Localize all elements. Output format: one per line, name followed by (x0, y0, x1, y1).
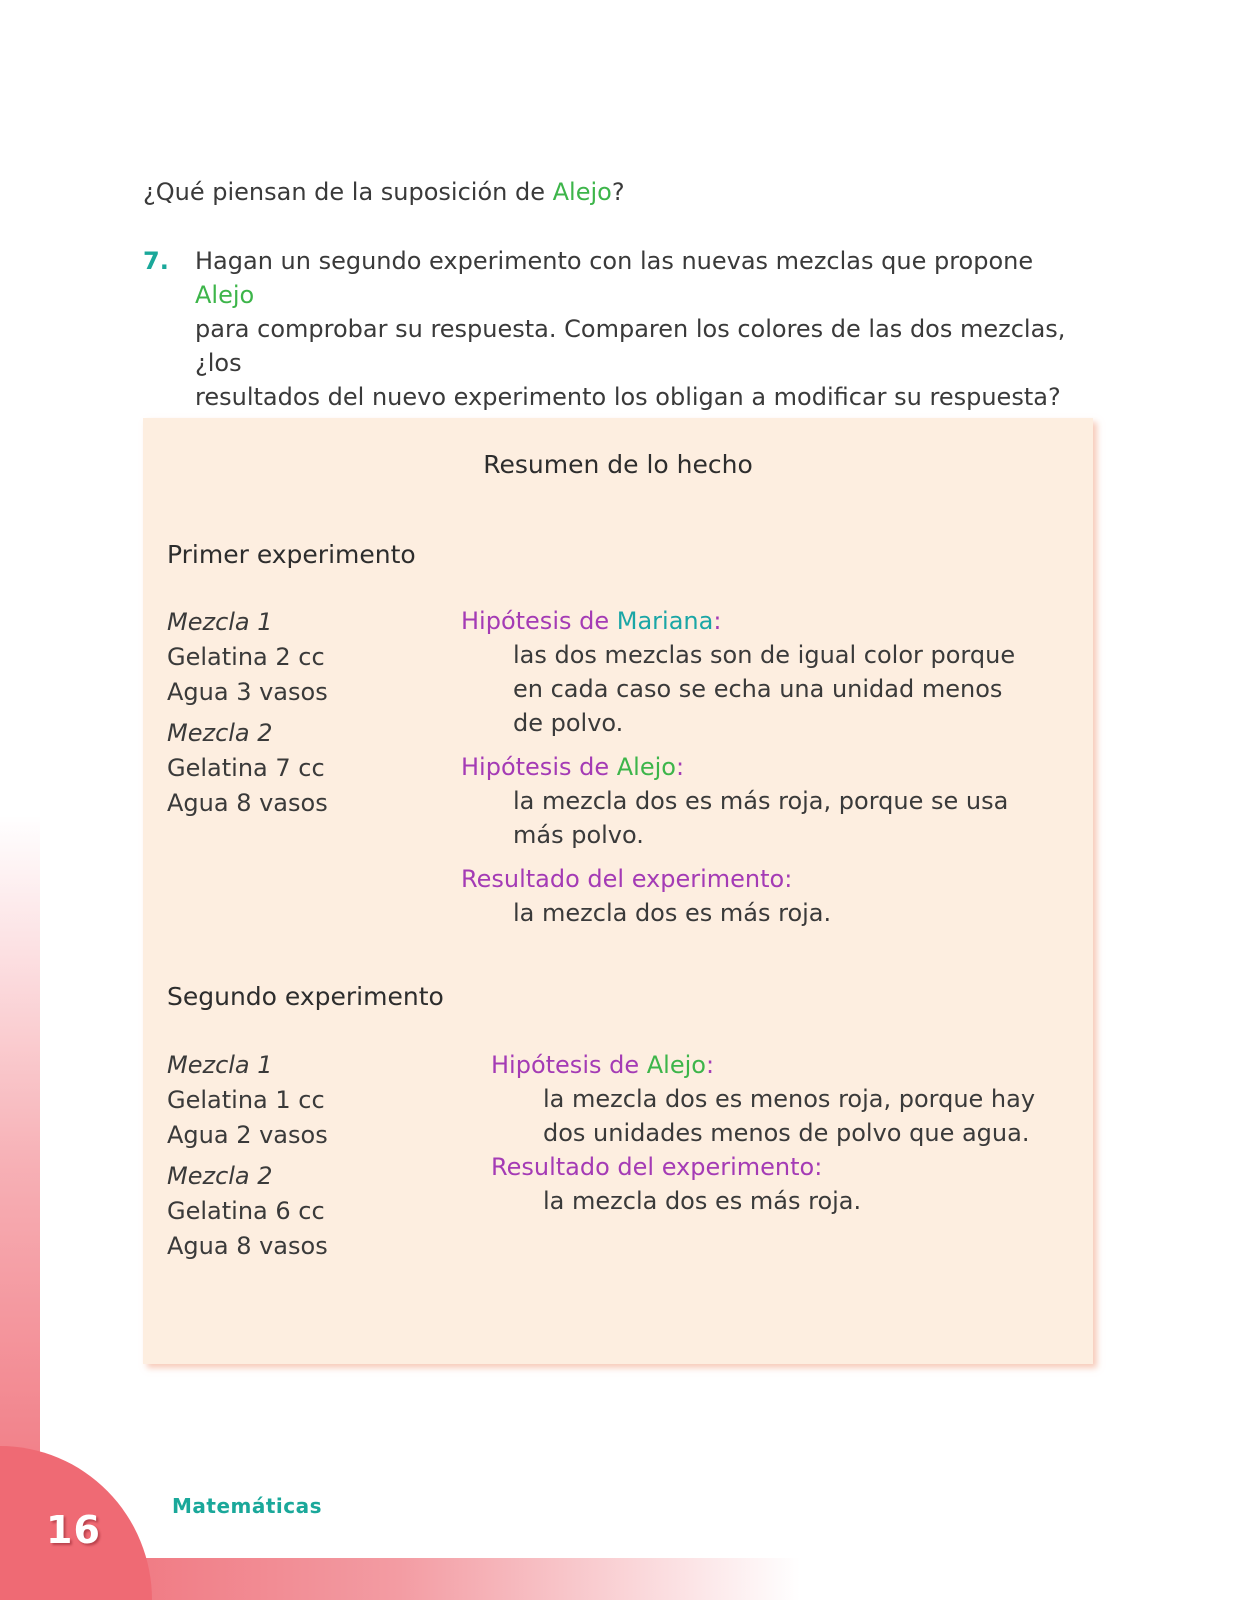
name-alejo: Alejo (616, 753, 676, 781)
item-number: 7. (143, 247, 169, 275)
hypothesis-mariana-heading: Hipótesis de Mariana: (461, 607, 722, 635)
hypothesis-mariana-line: las dos mezclas son de igual color porque (513, 641, 1016, 669)
second-experiment-title: Segundo experimento (167, 982, 444, 1011)
footer-subject: Matemáticas (172, 1494, 323, 1518)
summary-box (143, 418, 1093, 1364)
mix-2-agua: Agua 8 vasos (167, 789, 328, 817)
name-mariana: Mariana (616, 607, 714, 635)
name-alejo: Alejo (552, 178, 612, 206)
mix-1-agua: Agua 2 vasos (167, 1121, 328, 1149)
mix-2-agua: Agua 8 vasos (167, 1232, 328, 1260)
item-line-1: Hagan un segundo experimento con las nuevas mezclas que propone Alejo (195, 247, 1034, 309)
mix-1-gelatina: Gelatina 2 cc (167, 643, 325, 671)
hypothesis-alejo-line: la mezcla dos es menos roja, porque hay (543, 1085, 1036, 1113)
item-body (195, 244, 1073, 414)
result-heading: Resultado del experimento: (461, 865, 793, 893)
hypothesis-mariana-line: de polvo. (513, 709, 624, 737)
item-line-3: resultados del nuevo experimento los obligan a modificar su respuesta? (195, 383, 1061, 411)
mix-2-name: Mezcla 2 (167, 719, 273, 747)
result-heading: Resultado del experimento: (491, 1153, 823, 1181)
first-experiment-hypotheses (461, 604, 1015, 930)
hypothesis-alejo-line: dos unidades menos de polvo que agua. (543, 1119, 1030, 1147)
mix-2-gelatina: Gelatina 7 cc (167, 754, 325, 782)
second-experiment-hypotheses (491, 1048, 1035, 1218)
first-experiment-title: Primer experimento (167, 540, 416, 569)
mix-1-gelatina: Gelatina 1 cc (167, 1086, 325, 1114)
second-experiment-mixes (167, 1048, 328, 1264)
summary-title: Resumen de lo hecho (483, 450, 753, 479)
hypothesis-mariana-line: en cada caso se echa una unidad menos (513, 675, 1003, 703)
item-line-2: para comprobar su respuesta. Comparen los colores de las dos mezclas, ¿los (195, 315, 1066, 377)
exercise-item-7 (143, 244, 1073, 414)
name-alejo: Alejo (646, 1051, 706, 1079)
question-text: ¿Qué piensan de la suposición de Alejo? (143, 178, 625, 206)
hypothesis-alejo-heading: Hipótesis de Alejo: (461, 753, 685, 781)
hypothesis-alejo-heading: Hipótesis de Alejo: (491, 1051, 715, 1079)
mix-1-agua: Agua 3 vasos (167, 678, 328, 706)
first-experiment-mixes (167, 605, 328, 821)
page-number: 16 (46, 1508, 101, 1552)
hypothesis-alejo-line: más polvo. (513, 821, 644, 849)
mix-2-name: Mezcla 2 (167, 1162, 273, 1190)
hypothesis-alejo-line: la mezcla dos es más roja, porque se usa (513, 787, 1009, 815)
result-line: la mezcla dos es más roja. (543, 1187, 862, 1215)
mix-2-gelatina: Gelatina 6 cc (167, 1197, 325, 1225)
name-alejo: Alejo (195, 281, 255, 309)
result-line: la mezcla dos es más roja. (513, 899, 832, 927)
mix-1-name: Mezcla 1 (167, 1051, 273, 1079)
mix-1-name: Mezcla 1 (167, 608, 273, 636)
